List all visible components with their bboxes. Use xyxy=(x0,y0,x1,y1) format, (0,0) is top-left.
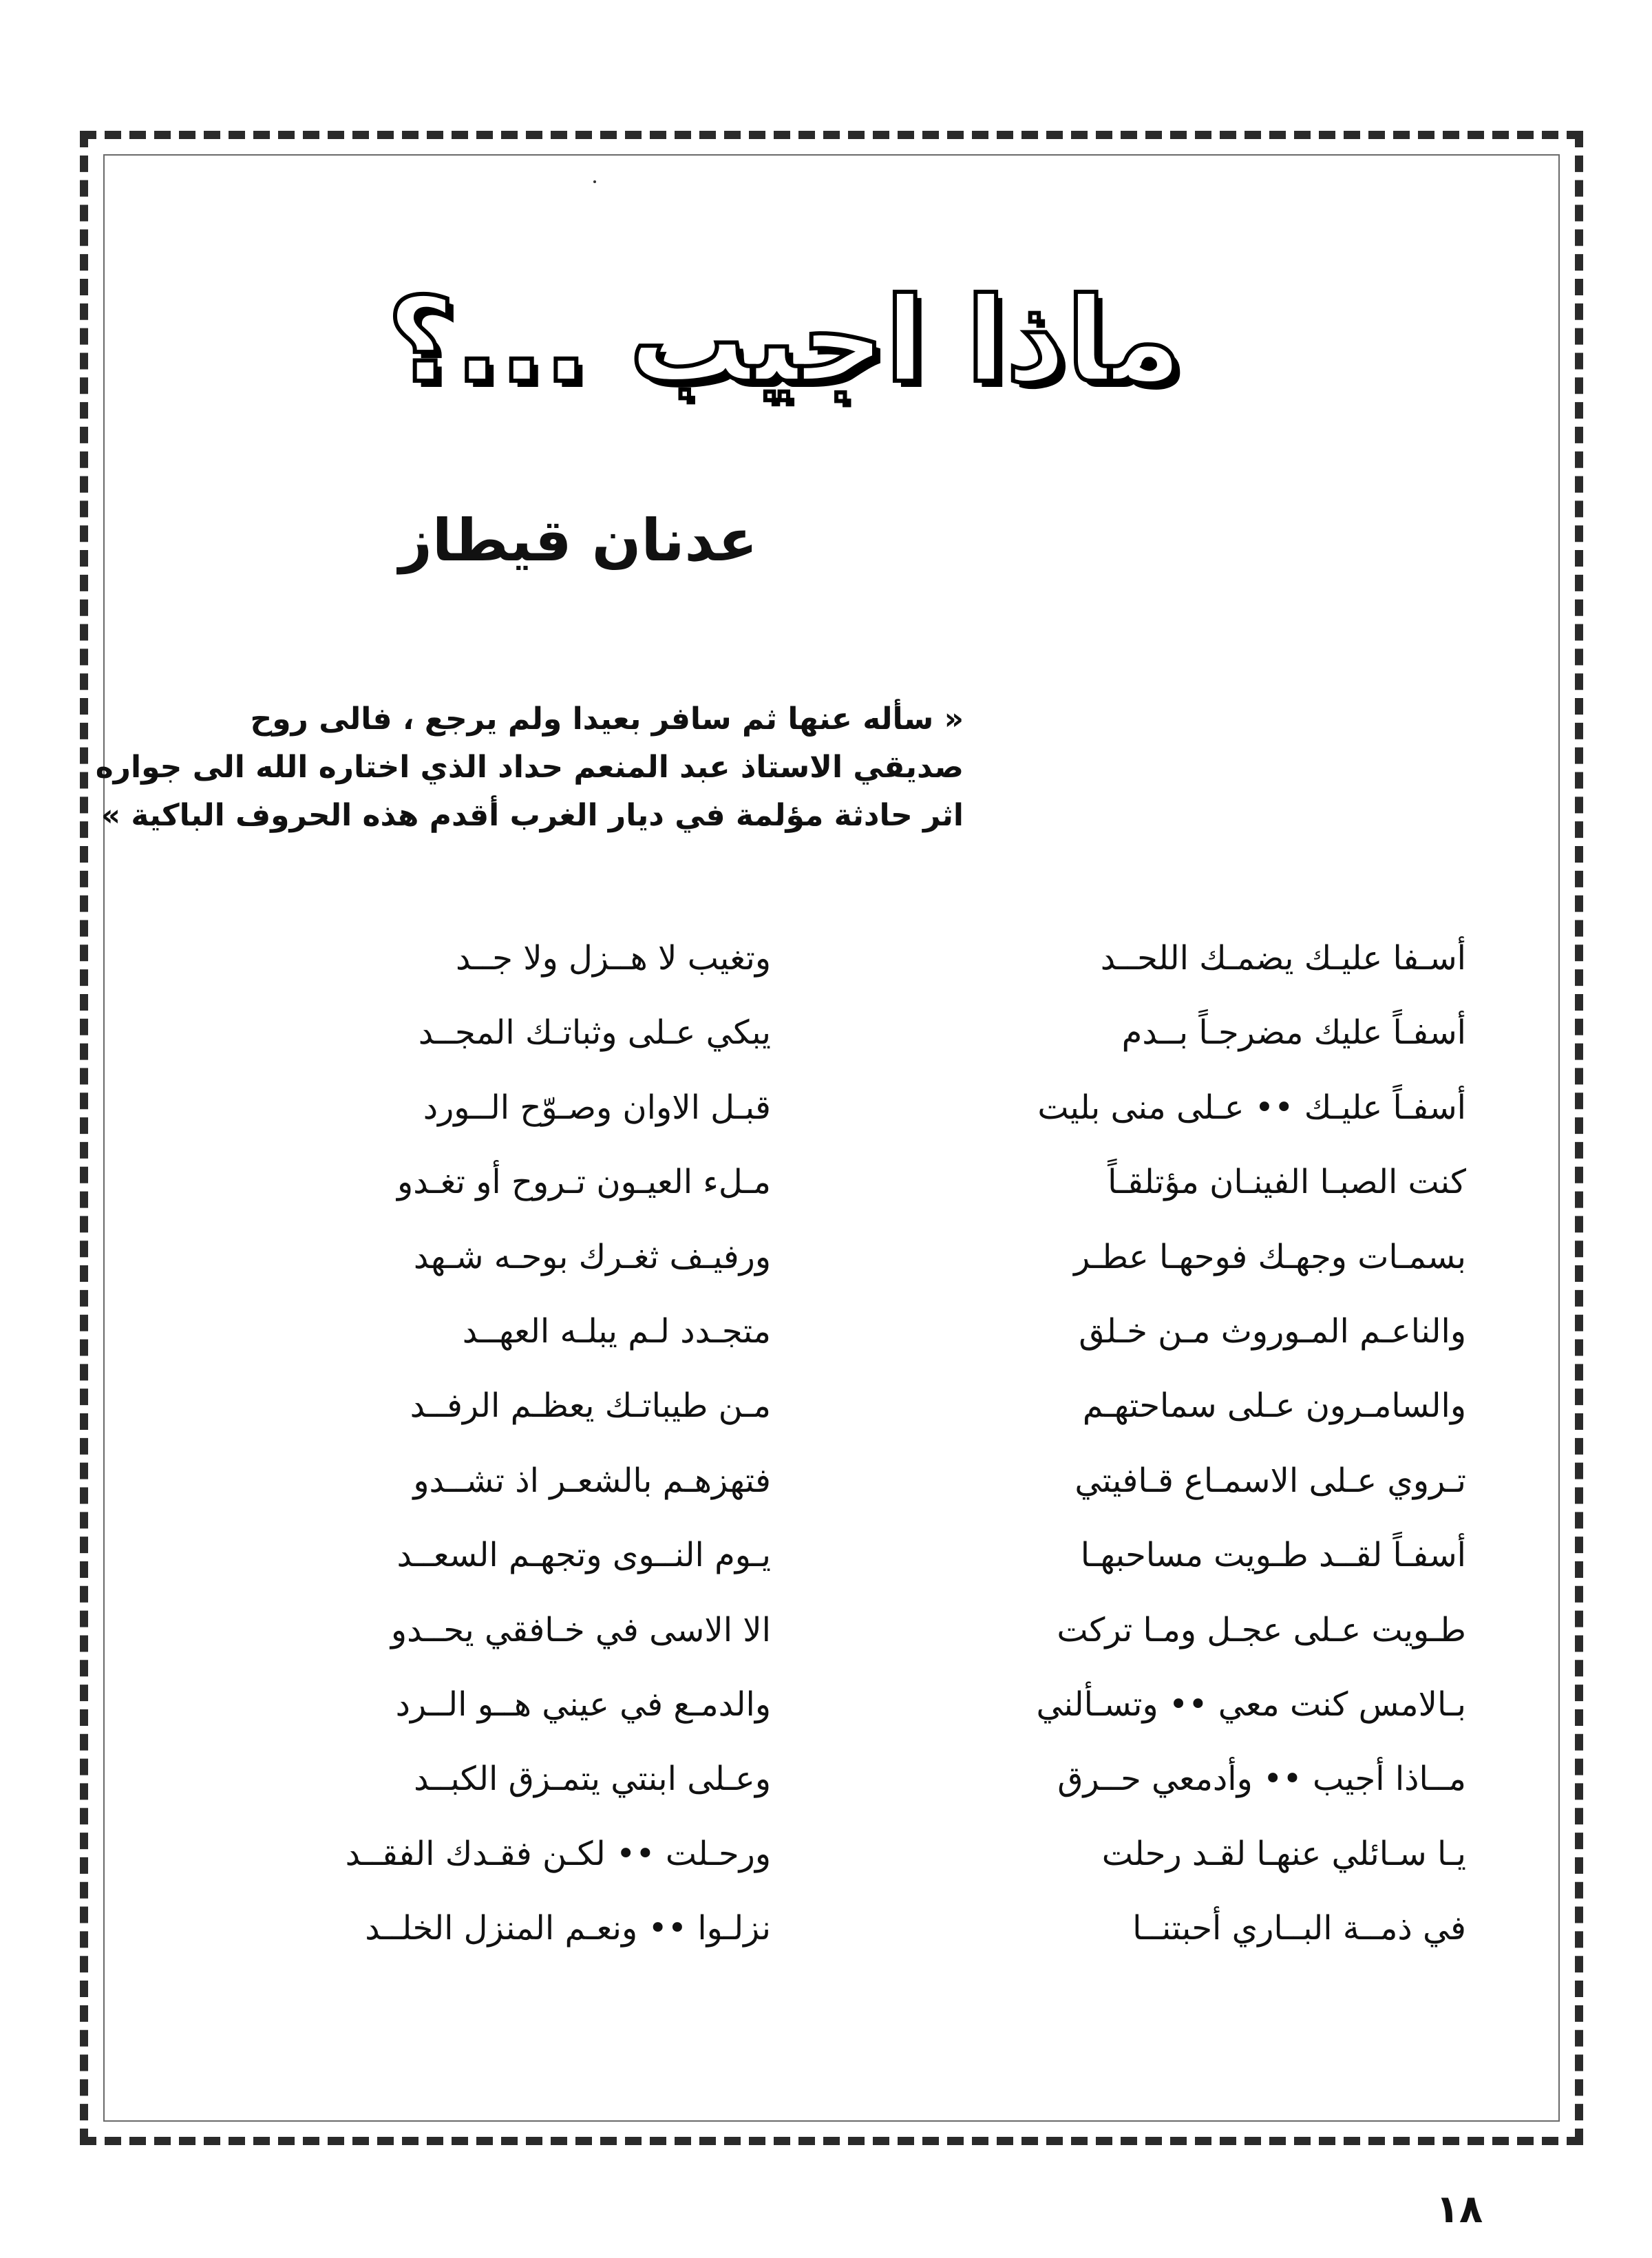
verse-second-hemistich: يبكي عـلى وثباتـك المجــد xyxy=(418,1013,771,1053)
verse-first-hemistich: طـويت عـلى عجـل ومـا تركت xyxy=(1057,1610,1466,1649)
verse-first-hemistich: كنت الصبـا الفينـان مؤتلقـاً xyxy=(1108,1163,1466,1202)
verse-second-hemistich: قبـل الاوان وصـوّح الــورد xyxy=(423,1088,771,1127)
verse-line xyxy=(206,1070,1466,1145)
verse-line xyxy=(206,1518,1466,1592)
verse-second-hemistich: وعـلى ابنتي يتمـزق الكبــد xyxy=(414,1760,771,1799)
verse-second-hemistich: وتغيب لا هــزل ولا جــد xyxy=(455,939,771,978)
poem-title: ماذا اجيب ...؟ xyxy=(387,273,1183,409)
verse-line xyxy=(206,1891,1466,1965)
verse-line xyxy=(206,1294,1466,1369)
dedication-line: « سأله عنها ثم سافر بعيدا ولم يرجع ، فالى روح xyxy=(250,701,964,737)
verse-line xyxy=(206,1593,1466,1667)
verse-line xyxy=(206,1667,1466,1742)
verse-first-hemistich: مــاذا أجيب •• وأدمعي حــرق xyxy=(1057,1760,1466,1799)
verse-line xyxy=(206,995,1466,1070)
verse-second-hemistich: يـوم النــوى وتجهـم السعــد xyxy=(396,1536,771,1575)
verse-second-hemistich: مـلء العيـون تـروح أو تغـدو xyxy=(397,1163,771,1202)
verse-line xyxy=(206,921,1466,995)
verse-first-hemistich: والناعـم المـوروث مـن خـلق xyxy=(1079,1311,1466,1351)
ink-speck xyxy=(593,180,596,183)
verse-line xyxy=(206,1817,1466,1891)
verse-second-hemistich: والدمـع في عيني هــو الــرد xyxy=(395,1685,771,1724)
verse-first-hemistich: والسامـرون عـلى سماحتهـم xyxy=(1082,1386,1466,1426)
page-number: ١٨ xyxy=(1435,2187,1483,2232)
verse-second-hemistich: مـن طيباتـك يعظـم الرفــد xyxy=(410,1386,771,1426)
dedication-line: اثر حادثة مؤلمة في ديار الغرب أقدم هذه الحروف الباكية » xyxy=(100,798,964,833)
verse-second-hemistich: ورفيـف ثغـرك بوحـه شـهد xyxy=(413,1237,771,1276)
verse-line xyxy=(206,1742,1466,1816)
poem-body xyxy=(206,921,1466,1965)
verse-first-hemistich: في ذمــة البــاري أحبتنــا xyxy=(1132,1909,1466,1948)
verse-line xyxy=(206,1369,1466,1443)
verse-first-hemistich: أسفـاً لقــد طـويت مساحبهـا xyxy=(1080,1536,1466,1575)
verse-first-hemistich: أسـفا عليـك يضمـك اللحــد xyxy=(1100,939,1466,978)
verse-second-hemistich: نزلـوا •• ونعـم المنزل الخلــد xyxy=(365,1909,771,1948)
verse-first-hemistich: تـروي عـلى الاسمـاع قـافيتي xyxy=(1074,1461,1466,1500)
dedication-text xyxy=(95,695,964,840)
verse-first-hemistich: أسفـاً عليـك •• عـلى منى بليت xyxy=(1037,1088,1466,1127)
author-name: عدنان قيطاز xyxy=(399,507,758,574)
verse-line xyxy=(206,1145,1466,1219)
verse-line xyxy=(206,1220,1466,1294)
verse-second-hemistich: فتهزهـم بالشعـر اذ تشــدو xyxy=(413,1461,771,1500)
dedication-line: صديقي الاستاذ عبد المنعم حداد الذي اختاره الله الى جواره xyxy=(95,750,964,785)
verse-first-hemistich: أسفـاً عليك مضرجـاً بــدم xyxy=(1121,1013,1466,1053)
verse-first-hemistich: بسمـات وجهـك فوحهـا عطـر xyxy=(1074,1237,1466,1276)
verse-second-hemistich: ورحـلت •• لكـن فقـدك الفقــد xyxy=(345,1834,771,1873)
verse-line xyxy=(206,1444,1466,1518)
verse-second-hemistich: متجـدد لـم يبلـه العهــد xyxy=(462,1311,771,1351)
verse-second-hemistich: الا الاسى في خـافقي يحــدو xyxy=(390,1610,771,1649)
verse-first-hemistich: بـالامس كنت معي •• وتسـألني xyxy=(1036,1685,1466,1724)
verse-first-hemistich: يـا سـائلي عنهـا لقـد رحلت xyxy=(1101,1834,1466,1873)
